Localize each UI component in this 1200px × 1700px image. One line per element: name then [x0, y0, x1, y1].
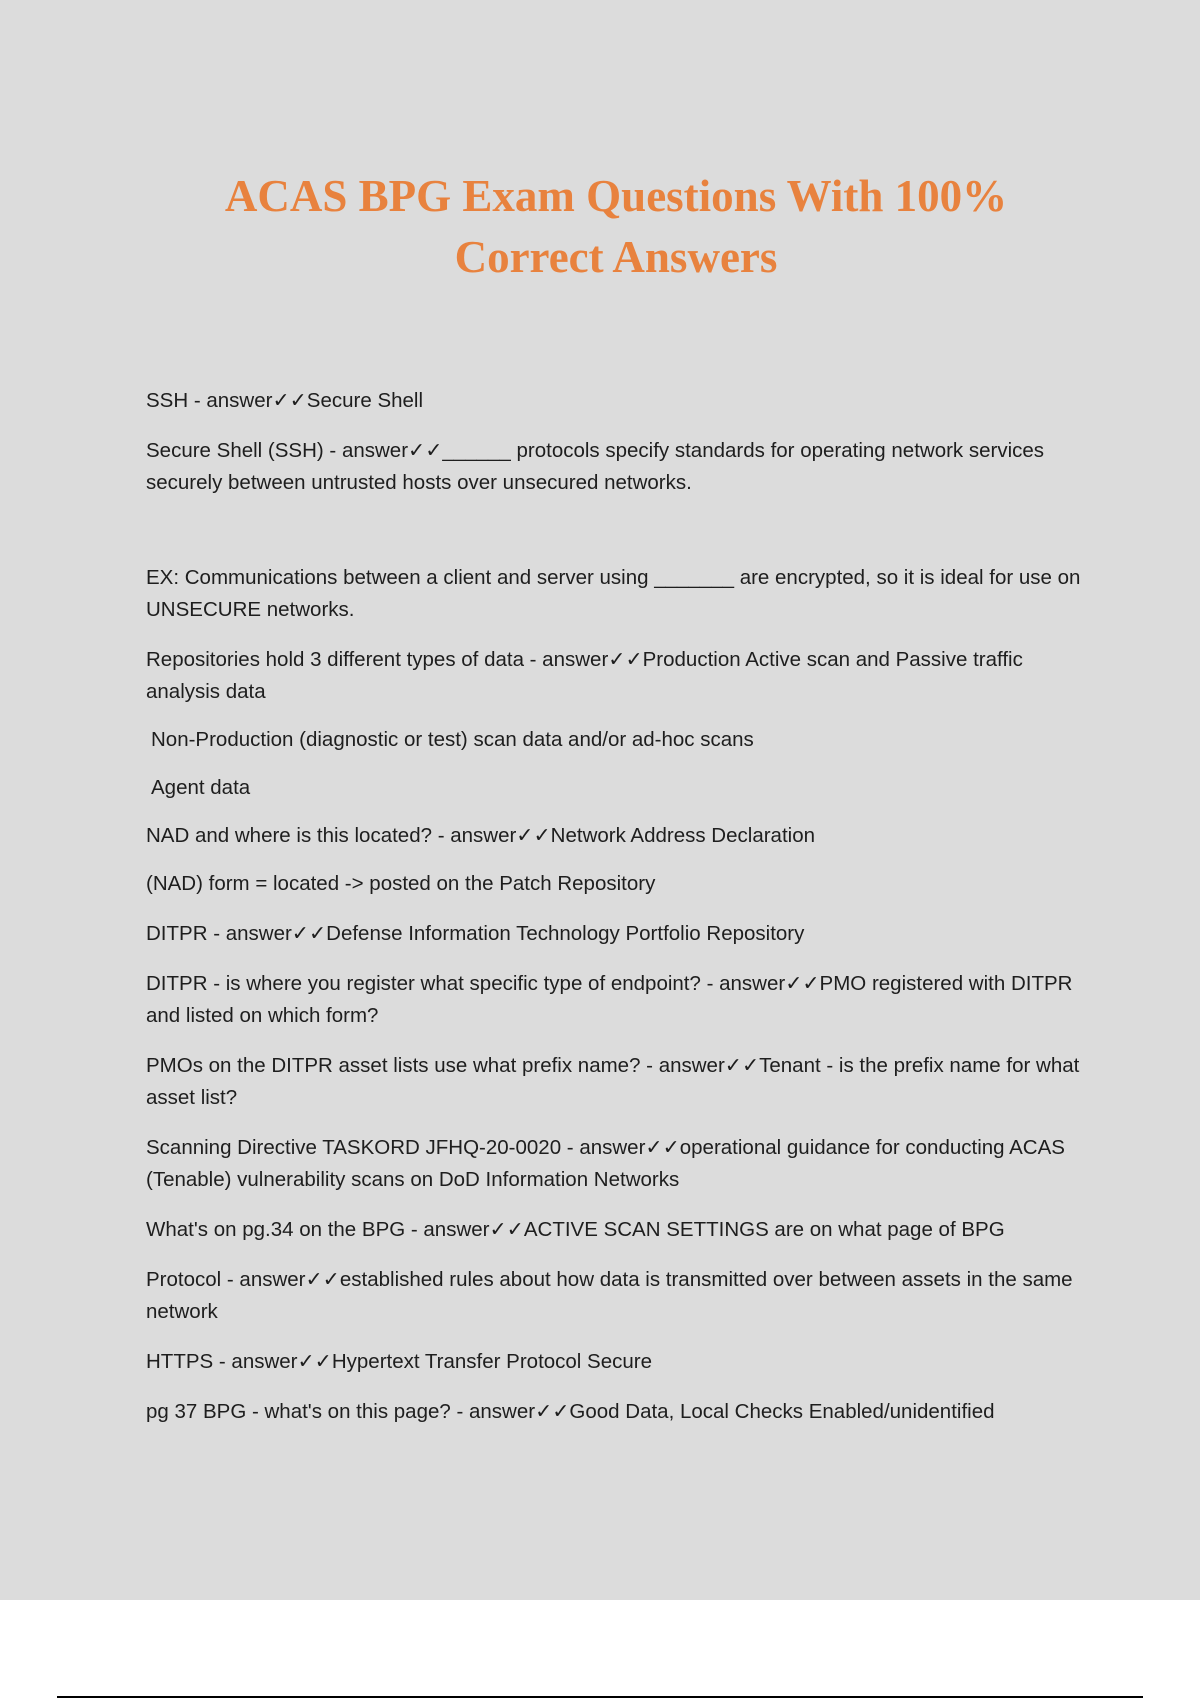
title-line-1: ACAS BPG Exam Questions With 100%: [224, 171, 1008, 221]
qa-paragraph: pg 37 BPG - what's on this page? - answer✓✓Good Data, Local Checks Enabled/unidentified: [146, 1400, 995, 1423]
qa-paragraph: DITPR - is where you register what specific type of endpoint? - answer✓✓PMO registered with DITPR and listed on which form?: [146, 972, 1073, 1027]
qa-paragraph: PMOs on the DITPR asset lists use what prefix name? - answer✓✓Tenant - is the prefix name for what asset list?: [146, 1054, 1080, 1109]
qa-paragraph: Scanning Directive TASKORD JFHQ-20-0020 - answer✓✓operational guidance for conducting ACAS (Tenable) vulnerability scans on DoD Information Networks: [146, 1136, 1065, 1191]
qa-paragraph: (NAD) form = located -> posted on the Patch Repository: [146, 872, 656, 895]
qa-paragraph: DITPR - answer✓✓Defense Information Technology Portfolio Repository: [146, 922, 805, 945]
qa-paragraph: EX: Communications between a client and server using _______ are encrypted, so it is ideal for use on UNSECURE networks.: [146, 566, 1081, 621]
document-title: [0, 166, 1200, 288]
qa-paragraph: SSH - answer✓✓Secure Shell: [146, 389, 424, 412]
qa-paragraph: Repositories hold 3 different types of data - answer✓✓Production Active scan and Passive traffic analysis data: [146, 648, 1023, 703]
title-line-2: Correct Answers: [454, 232, 778, 282]
qa-paragraph: Secure Shell (SSH) - answer✓✓______ protocols specify standards for operating network services securely between untrusted hosts over unsecured networks.: [146, 439, 1045, 494]
qa-paragraph: Agent data: [151, 776, 251, 799]
document-body: [146, 385, 1096, 1446]
qa-paragraph: HTTPS - answer✓✓Hypertext Transfer Protocol Secure: [146, 1350, 653, 1373]
qa-paragraph: Non-Production (diagnostic or test) scan data and/or ad-hoc scans: [151, 728, 754, 751]
qa-paragraph: Protocol - answer✓✓established rules about how data is transmitted over between assets in the same network: [146, 1268, 1073, 1323]
qa-paragraph: What's on pg.34 on the BPG - answer✓✓ACTIVE SCAN SETTINGS are on what page of BPG: [146, 1218, 1005, 1241]
qa-paragraph: NAD and where is this located? - answer✓✓Network Address Declaration: [146, 824, 816, 847]
footer-divider: [57, 1696, 1143, 1698]
